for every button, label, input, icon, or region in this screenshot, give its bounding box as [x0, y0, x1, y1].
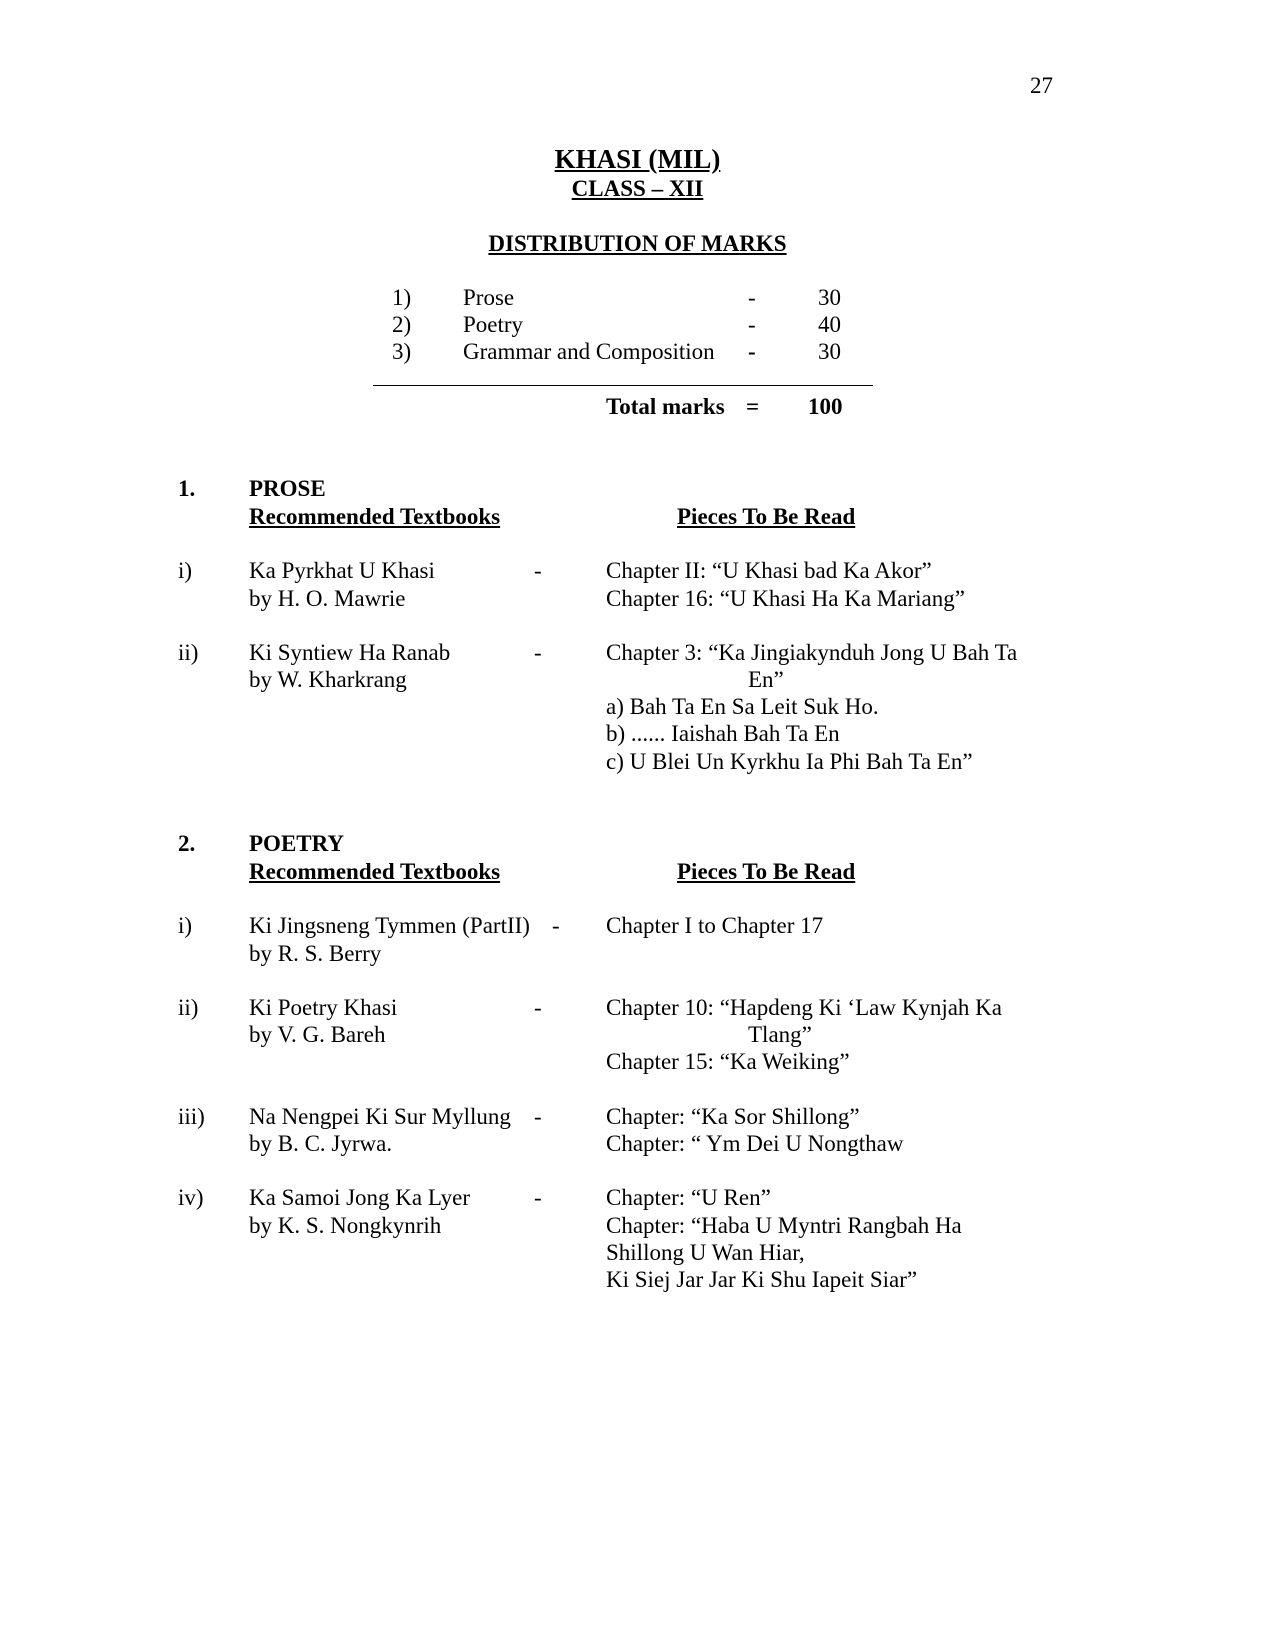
- piece-line: Chapter I to Chapter 17: [606, 913, 824, 938]
- marks-row-value: 30: [818, 339, 841, 364]
- piece-line: Chapter II: “U Khasi bad Ka Akor”: [606, 558, 932, 583]
- item-number: i): [178, 558, 193, 583]
- item-number: i): [178, 913, 193, 938]
- distribution-heading: DISTRIBUTION OF MARKS: [488, 231, 787, 256]
- prose-number: 1.: [178, 476, 196, 501]
- textbook-author: by R. S. Berry: [249, 941, 382, 966]
- class-subtitle: CLASS – XII: [571, 176, 704, 201]
- textbook-title: Ka Pyrkhat U Khasi: [249, 558, 435, 583]
- piece-line: Chapter: “Haba U Myntri Rangbah Ha: [606, 1213, 962, 1238]
- piece-line: Chapter 16: “U Khasi Ha Ka Mariang”: [606, 586, 965, 611]
- piece-line: Chapter: “ Ym Dei U Nongthaw: [606, 1131, 904, 1156]
- total-value: 100: [808, 394, 843, 419]
- textbook-title: Ki Poetry Khasi: [249, 995, 398, 1020]
- item-number: iv): [178, 1185, 204, 1210]
- piece-line: Chapter 3: “Ka Jingiakynduh Jong U Bah Ta: [606, 640, 1018, 665]
- poetry-pieces-column-header: Pieces To Be Read: [677, 859, 856, 884]
- textbook-author: by W. Kharkrang: [249, 667, 407, 692]
- marks-row-name: Grammar and Composition: [463, 339, 715, 364]
- textbook-title: Na Nengpei Ki Sur Myllung: [249, 1104, 511, 1129]
- document-title: KHASI (MIL): [554, 144, 721, 174]
- piece-line: Chapter 15: “Ka Weiking”: [606, 1049, 850, 1074]
- marks-row-value: 40: [818, 312, 841, 337]
- piece-line: Shillong U Wan Hiar,: [606, 1240, 805, 1265]
- poetry-heading: POETRY: [249, 831, 345, 856]
- poetry-number: 2.: [178, 831, 196, 856]
- item-dash: -: [534, 640, 542, 665]
- textbook-author: by H. O. Mawrie: [249, 586, 406, 611]
- piece-line: Ki Siej Jar Jar Ki Shu Iapeit Siar”: [606, 1267, 918, 1292]
- page-number: 27: [1030, 73, 1053, 98]
- prose-textbooks-column-header: Recommended Textbooks: [249, 504, 501, 529]
- item-number: ii): [178, 640, 199, 665]
- item-dash: -: [534, 1185, 542, 1210]
- piece-line: b) ...... Iaishah Bah Ta En: [606, 721, 840, 746]
- item-dash: -: [534, 1104, 542, 1129]
- piece-line: Tlang”: [748, 1022, 812, 1047]
- marks-row-value: 30: [818, 285, 841, 310]
- textbook-title: Ki Jingsneng Tymmen (PartII): [249, 913, 530, 938]
- piece-line: Chapter: “Ka Sor Shillong”: [606, 1104, 860, 1129]
- poetry-textbooks-column-header: Recommended Textbooks: [249, 859, 501, 884]
- piece-line: a) Bah Ta En Sa Leit Suk Ho.: [606, 694, 879, 719]
- textbook-title: Ka Samoi Jong Ka Lyer: [249, 1185, 471, 1210]
- textbook-author: by B. C. Jyrwa.: [249, 1131, 393, 1156]
- marks-row-name: Prose: [463, 285, 515, 310]
- marks-row-number: 3): [392, 339, 412, 364]
- item-dash: -: [534, 995, 542, 1020]
- item-dash: -: [552, 913, 560, 938]
- marks-row-name: Poetry: [463, 312, 524, 337]
- item-number: iii): [178, 1104, 205, 1129]
- item-number: ii): [178, 995, 199, 1020]
- prose-pieces-column-header: Pieces To Be Read: [677, 504, 856, 529]
- textbook-title: Ki Syntiew Ha Ranab: [249, 640, 451, 665]
- textbook-author: by K. S. Nongkynrih: [249, 1213, 442, 1238]
- piece-line: Chapter: “U Ren”: [606, 1185, 771, 1210]
- marks-row-number: 1): [392, 285, 412, 310]
- item-dash: -: [534, 558, 542, 583]
- prose-heading: PROSE: [249, 476, 326, 501]
- total-label: Total marks: [606, 394, 725, 419]
- marks-row-dash: -: [748, 312, 756, 337]
- total-equals: =: [746, 394, 760, 419]
- marks-row-dash: -: [748, 339, 756, 364]
- piece-line: Chapter 10: “Hapdeng Ki ‘Law Kynjah Ka: [606, 995, 1002, 1020]
- textbook-author: by V. G. Bareh: [249, 1022, 386, 1047]
- marks-row-dash: -: [748, 285, 756, 310]
- total-divider: [373, 385, 873, 386]
- marks-row-number: 2): [392, 312, 412, 337]
- piece-line: c) U Blei Un Kyrkhu Ia Phi Bah Ta En”: [606, 749, 973, 774]
- piece-line: En”: [748, 667, 784, 692]
